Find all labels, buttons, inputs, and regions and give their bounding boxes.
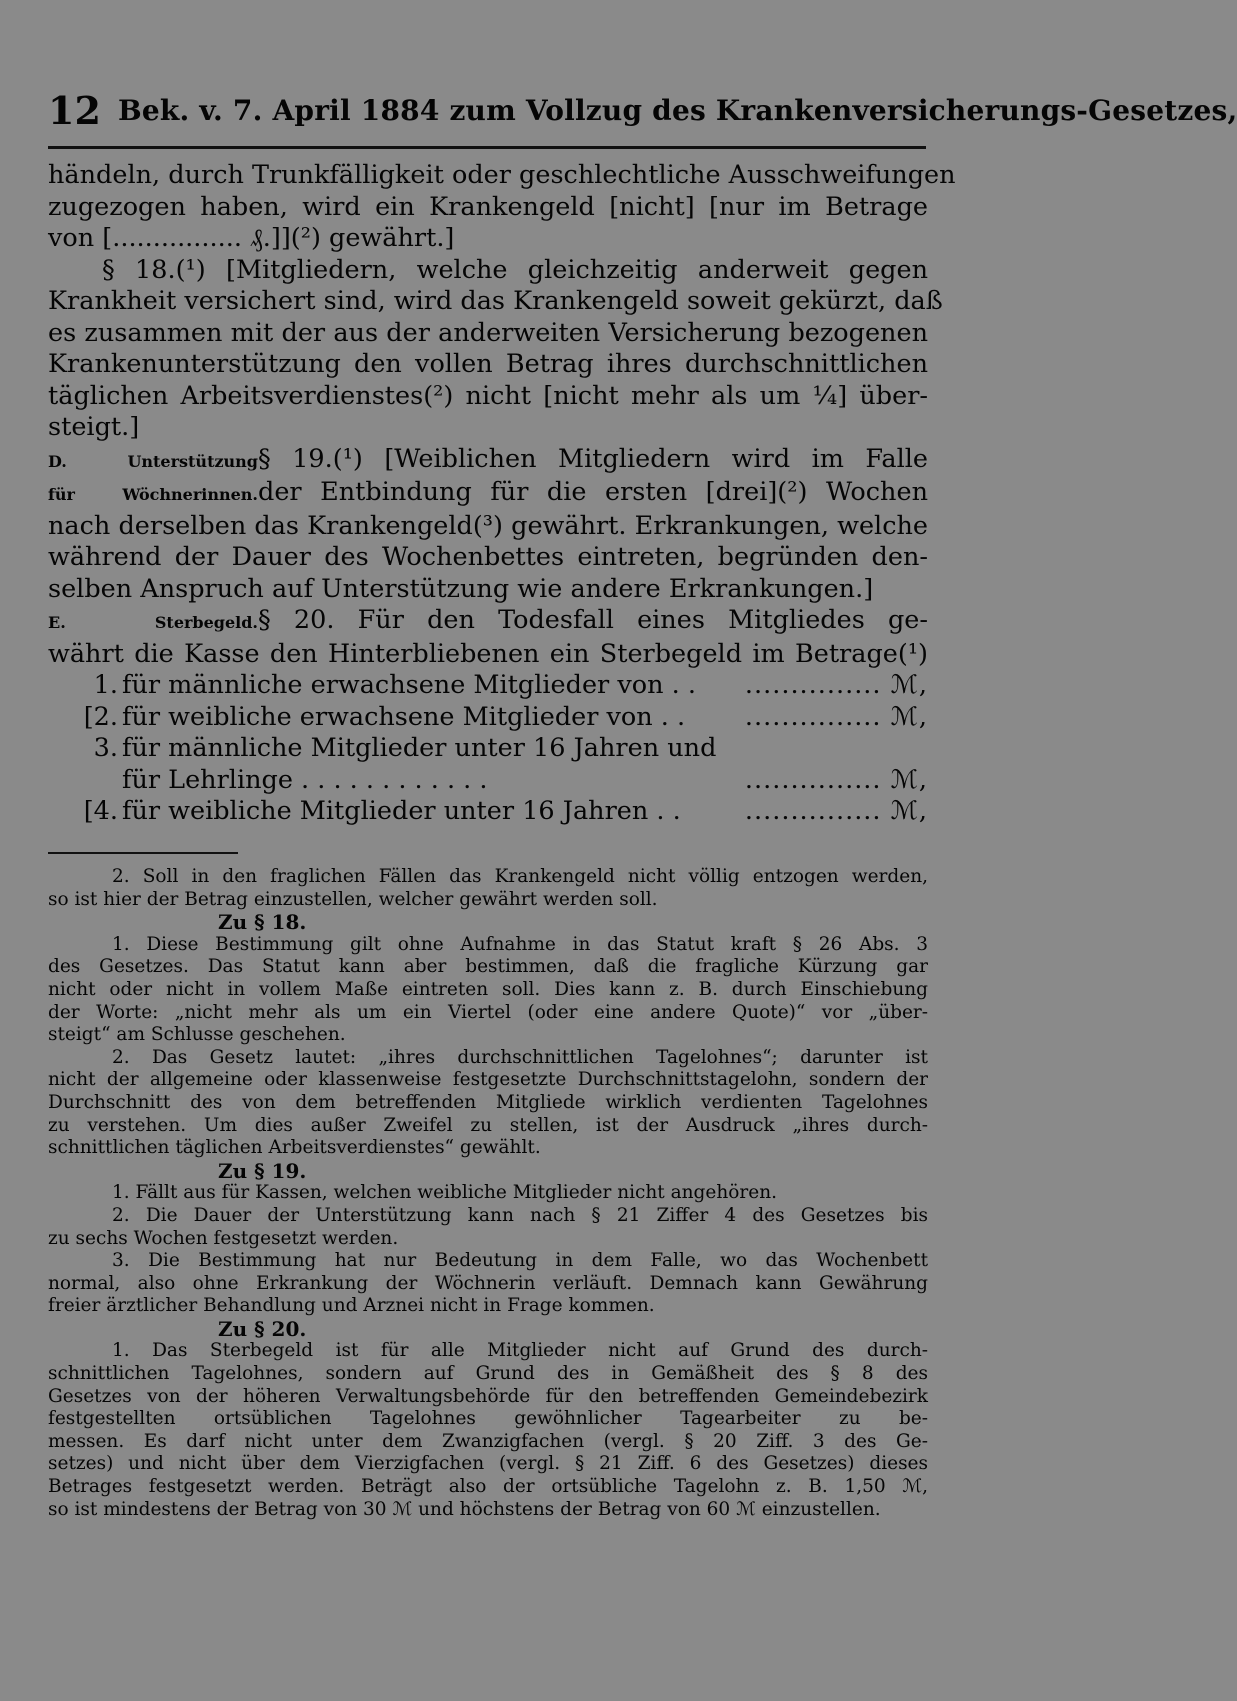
text-line: währt die Kasse den Hinterbliebenen ein Sterbegeld im Betrage(¹) (48, 638, 928, 669)
zu-18-heading: Zu § 18. (218, 910, 307, 935)
footnote-line: 1. Fällt aus für Kassen, welchen weibliche Mitglieder nicht angehören. (112, 1182, 777, 1204)
footnote-line: schnittlichen täglichen Arbeitsverdienstes“ gewählt. (48, 1137, 541, 1159)
footnote-line: 1. Das Sterbegeld ist für alle Mitglieder nicht auf Grund des durch- (112, 1340, 928, 1362)
item-text: für männliche Mitglieder unter 16 Jahren und (122, 733, 717, 763)
item-amount-blank: ............... ℳ, (744, 764, 928, 795)
footnote-line: normal, also ohne Erkrankung der Wöchnerin verläuft. Demnach kann Gewährung (48, 1272, 928, 1294)
footnote-line: 2. Die Dauer der Unterstützung kann nach § 21 Ziffer 4 des Gesetzes bis (112, 1204, 928, 1226)
running-title: Bek. v. 7. April 1884 zum Vollzug des Krankenversicherungs-Gesetzes, (118, 94, 1237, 127)
text-line: es zusammen mit der aus der anderweiten Versicherung bezogenen (48, 317, 928, 348)
footnote-line: Durchschnitt des von dem betreffenden Mitgliede wirklich verdienten Tagelohnes (48, 1091, 928, 1113)
text-line: Krankheit versichert sind, wird das Krankengeld soweit gekürzt, daß (48, 286, 943, 316)
section-19-text: der Entbindung für die ersten [drei](²) Wochen (258, 477, 928, 507)
list-item (48, 670, 928, 702)
text-line: selben Anspruch auf Unterstützung wie andere Erkrankungen.] (48, 573, 874, 604)
page-header (48, 88, 1237, 138)
section-18-heading-line: § 18.(¹) [Mitgliedern, welche gleichzeitig anderweit gegen (102, 254, 928, 285)
header-rule (48, 146, 926, 149)
text-line: Krankenunterstützung den vollen Betrag ihres durchschnittlichen (48, 349, 928, 379)
footnote-line: so ist mindestens der Betrag von 30 ℳ und höchstens der Betrag von 60 ℳ einzustellen. (48, 1498, 881, 1520)
footnote-line: freier ärztlicher Behandlung und Arznei nicht in Frage kommen. (48, 1295, 655, 1317)
item-number: 3. (93, 733, 118, 763)
text-line: händeln, durch Trunkfälligkeit oder geschlechtliche Ausschweifungen (48, 160, 956, 190)
list-item (48, 765, 928, 797)
footnotes (48, 866, 928, 1521)
main-text (48, 160, 956, 828)
list-item (48, 733, 928, 765)
item-amount-blank: ............... ℳ, (744, 701, 928, 732)
text-line: nach derselben das Krankengeld(³) gewährt. Erkrankungen, welche (48, 510, 928, 541)
footnote-line: 1. Diese Bestimmung gilt ohne Aufnahme in das Statut kraft § 26 Abs. 3 (112, 933, 928, 955)
item-number: [4. (83, 796, 118, 826)
footnote-line: Betrages festgesetzt werden. Beträgt also der ortsübliche Tagelohn z. B. 1,50 ℳ, (48, 1476, 928, 1498)
footnote-line: nicht der allgemeine oder klassenweise festgesetzte Durchschnittstagelohn, sondern der (48, 1069, 928, 1091)
section-19-text: § 19.(¹) [Weiblichen Mitgliedern wird im Falle (258, 443, 928, 474)
text-line: täglichen Arbeitsverdienstes(²) nicht [nicht mehr als um ¼] über- (48, 380, 928, 411)
footnote-line: Gesetzes von der höheren Verwaltungsbehörde für den betreffenden Gemeindebezirk (48, 1385, 928, 1407)
footnote-line: schnittlichen Tagelohnes, sondern auf Grund des in Gemäßheit des § 8 des (48, 1363, 928, 1385)
side-note-unterstuetzung: D. Unterstützung (48, 451, 258, 471)
footnote-line: zu sechs Wochen festgesetzt werden. (48, 1227, 399, 1249)
section-20-first-line (48, 605, 928, 639)
footnote-line: so ist hier der Betrag einzustellen, welcher gewährt werden soll. (48, 888, 658, 910)
section-19-first-line (48, 444, 928, 478)
footnote-line: des Gesetzes. Das Statut kann aber bestimmen, daß die fragliche Kürzung gar (48, 956, 928, 978)
text-line: während der Dauer des Wochenbettes eintreten, begründen den- (48, 542, 928, 572)
list-item (48, 796, 928, 828)
footnote-line: setzes) und nicht über dem Vierzigfachen (vergl. § 21 Ziff. 6 des Gesetzes) dieses (48, 1453, 928, 1475)
footnote-line: 2. Soll in den fraglichen Fällen das Krankengeld nicht völlig entzogen werden, (112, 866, 928, 887)
footnote-line: 2. Das Gesetz lautet: „ihres durchschnittlichen Tagelohnes“; darunter ist (112, 1046, 928, 1068)
footnote-line: nicht oder nicht in vollem Maße eintreten soll. Dies kann z. B. durch Einschiebung (48, 978, 928, 1000)
item-text: für weibliche Mitglieder unter 16 Jahren . . (122, 796, 681, 826)
section-19-second-line (48, 477, 928, 511)
zu-19-heading: Zu § 19. (218, 1158, 307, 1183)
item-amount-blank: ............... ℳ, (744, 670, 928, 700)
text-line: von [................ ₰.]](²) gewährt.] (48, 223, 455, 253)
text-line: zugezogen haben, wird ein Krankengeld [nicht] [nur im Betrage (48, 191, 928, 222)
list-item (48, 702, 928, 734)
item-number: 1. (93, 670, 118, 700)
footnote-line: messen. Es darf nicht unter dem Zwanzigfachen (vergl. § 20 Ziff. 3 des Ge- (48, 1430, 928, 1452)
item-amount-blank: ............... ℳ, (744, 796, 928, 826)
item-number: [2. (83, 701, 118, 732)
text-line: steigt.] (48, 412, 140, 442)
item-text: für weibliche erwachsene Mitglieder von . . (122, 701, 686, 732)
section-20-text: § 20. Für den Todesfall eines Mitgliedes ge- (258, 605, 928, 635)
footnote-line: festgestellten ortsüblichen Tagelohnes gewöhnlicher Tagearbeiter zu be- (48, 1408, 928, 1430)
footnote-rule (48, 852, 238, 854)
page-number: 12 (48, 88, 101, 133)
side-note-sterbegeld: E. Sterbegeld. (48, 613, 258, 632)
footnote-line: zu verstehen. Um dies außer Zweifel zu stellen, ist der Ausdruck „ihres durch- (48, 1114, 928, 1136)
zu-20-heading: Zu § 20. (218, 1316, 307, 1341)
item-text: für männliche erwachsene Mitglieder von . . (122, 670, 696, 700)
footnote-line: steigt“ am Schlusse geschehen. (48, 1024, 346, 1046)
side-note-woechnerinnen: für Wöchnerinnen. (48, 485, 258, 504)
item-text: für Lehrlinge . . . . . . . . . . . . (122, 764, 488, 795)
footnote-line: der Worte: „nicht mehr als um ein Viertel (oder eine andere Quote)“ vor „über- (48, 1001, 928, 1023)
footnote-line: 3. Die Bestimmung hat nur Bedeutung in dem Falle, wo das Wochenbett (112, 1250, 928, 1272)
